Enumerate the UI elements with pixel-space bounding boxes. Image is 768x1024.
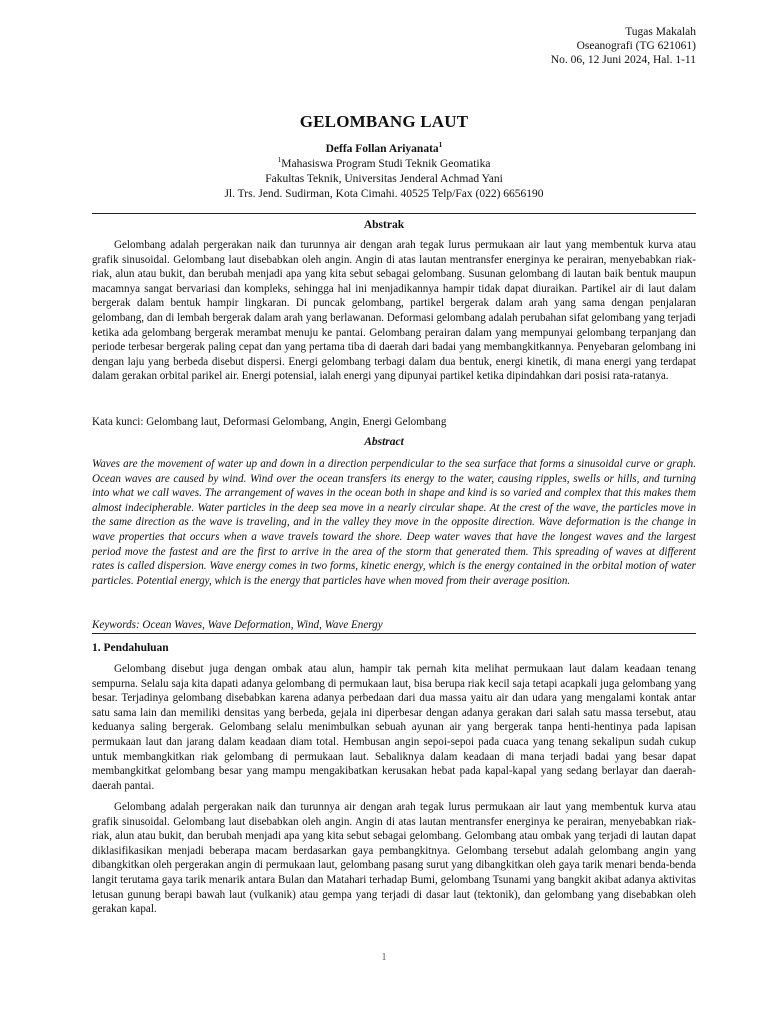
- abstract-body: Waves are the movement of water up and down in a direction perpendicular to the sea surface that forms a sinusoidal curve or graph. Ocean waves are caused by wind. Wind over the ocean transfers its energy to the water, causing ripples, swells or hills, and turning into what we call waves. The arrangement of waves in the ocean both in shape and kind is so varied and complex that this makes them almost indecipherable. Water particles in the deep sea move in a nearly circular shape. At the crest of the wave, the particles move in the same direction as the wave is traveling, and in the valley they move in the opposite direction. Wave deformation is the change in wave properties that occurs when a wave travels toward the shore. Deep water waves that have the longest waves and the largest period move the fastest and are the first to arrive in the area of the storm that generated them. This spreading of waves at different rates is called dispersion. Wave energy comes in two forms, kinetic energy, which is the energy contained in the orbital motion of water particles. Potential energy, which is the energy that particles have when moved from their average position.: [92, 458, 696, 587]
- author-name-line: [0, 142, 768, 157]
- affiliation-program: Mahasiswa Program Studi Teknik Geomatika: [281, 158, 491, 170]
- affiliation-line-1: [0, 157, 768, 172]
- intro-paragraph-2: Gelombang adalah pergerakan naik dan turunnya air dengan arah tegak lurus permukaan air laut yang membentuk kurva atau grafik sinusoidal. Gelombang laut disebabkan oleh angin. Angin di atas lautan mentransfer energinya ke perairan, menyebabkan riak-riak, alun atau bukit, dan berubah menjadi apa yang kita sebut sebagai gelombang. Gelombang atau ombak yang terjadi di lautan dapat diklasifikasikan menjadi beberapa macam berdasarkan gaya pembangkitnya. Gelombang tersebut adalah gelombang angin yang dibangkitkan oleh pergerakan angin di permukaan laut, gelombang pasang surut yang dibangkitkan oleh gaya tarik menari benda-benda langit terutama gaya tarik menarik antara Bulan dan Matahari terhadap Bumi, gelombang Tsunami yang bangkit akibat adanya aktivitas letusan gunung berapi bawah laut (vulkanik) atau gempa yang terjadi di dasar laut (tektonik), dan gelombang yang disebabkan oleh gerakan kapal.: [92, 801, 696, 916]
- abstrak-keywords: Kata kunci: Gelombang laut, Deformasi Gelombang, Angin, Energi Gelombang: [92, 416, 447, 428]
- author-block: [0, 142, 768, 202]
- paper-title: GELOMBANG LAUT: [299, 112, 469, 131]
- keywords-divider: [92, 633, 696, 634]
- author-name: Deffa Follan Ariyanata: [325, 143, 439, 155]
- header-line-2: Oseanografi (TG 621061): [576, 40, 696, 52]
- header-line-3: No. 06, 12 Juni 2024, Hal. 1-11: [550, 54, 696, 66]
- page-number: 1: [381, 952, 387, 963]
- header-line-1: Tugas Makalah: [625, 26, 696, 38]
- author-superscript: 1: [438, 140, 443, 150]
- abstrak-heading: Abstrak: [363, 219, 405, 231]
- abstract-divider: [92, 213, 696, 214]
- journal-header: [551, 25, 696, 67]
- affiliation-line-2: Fakultas Teknik, Universitas Jenderal Achmad Yani: [265, 173, 503, 185]
- abstrak-body: Gelombang adalah pergerakan naik dan turunnya air dengan arah tegak lurus permukaan air laut yang membentuk kurva atau grafik sinusoidal. Gelombang laut disebabkan oleh angin. Angin di atas lautan mentransfer energinya ke perairan, menyebabkan riak-riak, alun atau bukit, dan berubah menjadi apa yang kita sebut sebagai gelombang. Susunan gelombang di lautan baik bentuk maupun macamnya sangat bervariasi dan kompleks, sehingga hal ini menjadikannya hampir tidak dapat diuraikan. Partikel air di laut dalam bergerak dalam bentuk hampir lingkaran. Di puncak gelombang, partikel bergerak dalam arah yang sama dengan penjalaran gelombang, dan di lembah bergerak dalam arah yang berlawanan. Deformasi gelombang adalah perubahan sifat gelombang yang terjadi ketika ada gelombang bergerak merambat menuju ke pantai. Gelombang perairan dalam yang mempunyai gelombang terpanjang dan periode terbesar bergerak paling cepat dan yang pertama tiba di daerah dari badai yang membangkitkannya. Penyebaran gelombang ini dengan laju yang berbeda disebut dispersi. Energi gelombang terbagi dalam dua bentuk, energi kinetik, di mana energi yang terdapat dalam gerakan orbital parikel air. Energi potensial, ialah energi yang dipunyai partikel ketika dipindahkan dari posisi rata-ratanya.: [92, 239, 696, 383]
- section-heading-pendahuluan: 1. Pendahuluan: [92, 642, 169, 654]
- affiliation-superscript: 1: [277, 155, 282, 165]
- intro-paragraph-1: Gelombang disebut juga dengan ombak atau alun, hampir tak pernah kita melihat permukaan laut dalam keadaan tenang sempurna. Selalu saja kita dapati adanya gelombang di permukaan laut, bisa berupa riak kecil saja tetapi acapkali juga gelombang yang besar. Terjadinya gelombang disebabkan karena adanya perbedaan dari dua massa yaitu air dan udara yang mengalami kontak antar satu sama lain dan memiliki densitas yang berbeda, gejala ini diperbesar dengan adanya gerakan dari salah satu massa tersebut, atau keduanya saling bergerak. Gelombang selalu menimbulkan sebuah ayunan air yang bergerak tanpa henti-hentinya pada lapisan permukaan laut dan jarang dalam keadaan diam total. Hembusan angin sepoi-sepoi pada cuaca yang tenang sekalipun sudah cukup untuk membangkitkan riak gelombang di permukaan laut. Sebaliknya dalam keadaan di mana terjadi badai yang besar dapat membangkitkat gelombang besar yang mampu mengakibatkan kerusakan hebat pada kapal-kapal yang sedang berlayar dan daerah-daerah pantai.: [92, 663, 696, 792]
- abstract-keywords: Keywords: Ocean Waves, Wave Deformation, Wind, Wave Energy: [92, 619, 383, 631]
- author-address: Jl. Trs. Jend. Sudirman, Kota Cimahi. 40525 Telp/Fax (022) 6656190: [224, 188, 544, 200]
- abstract-heading: Abstract: [364, 436, 404, 448]
